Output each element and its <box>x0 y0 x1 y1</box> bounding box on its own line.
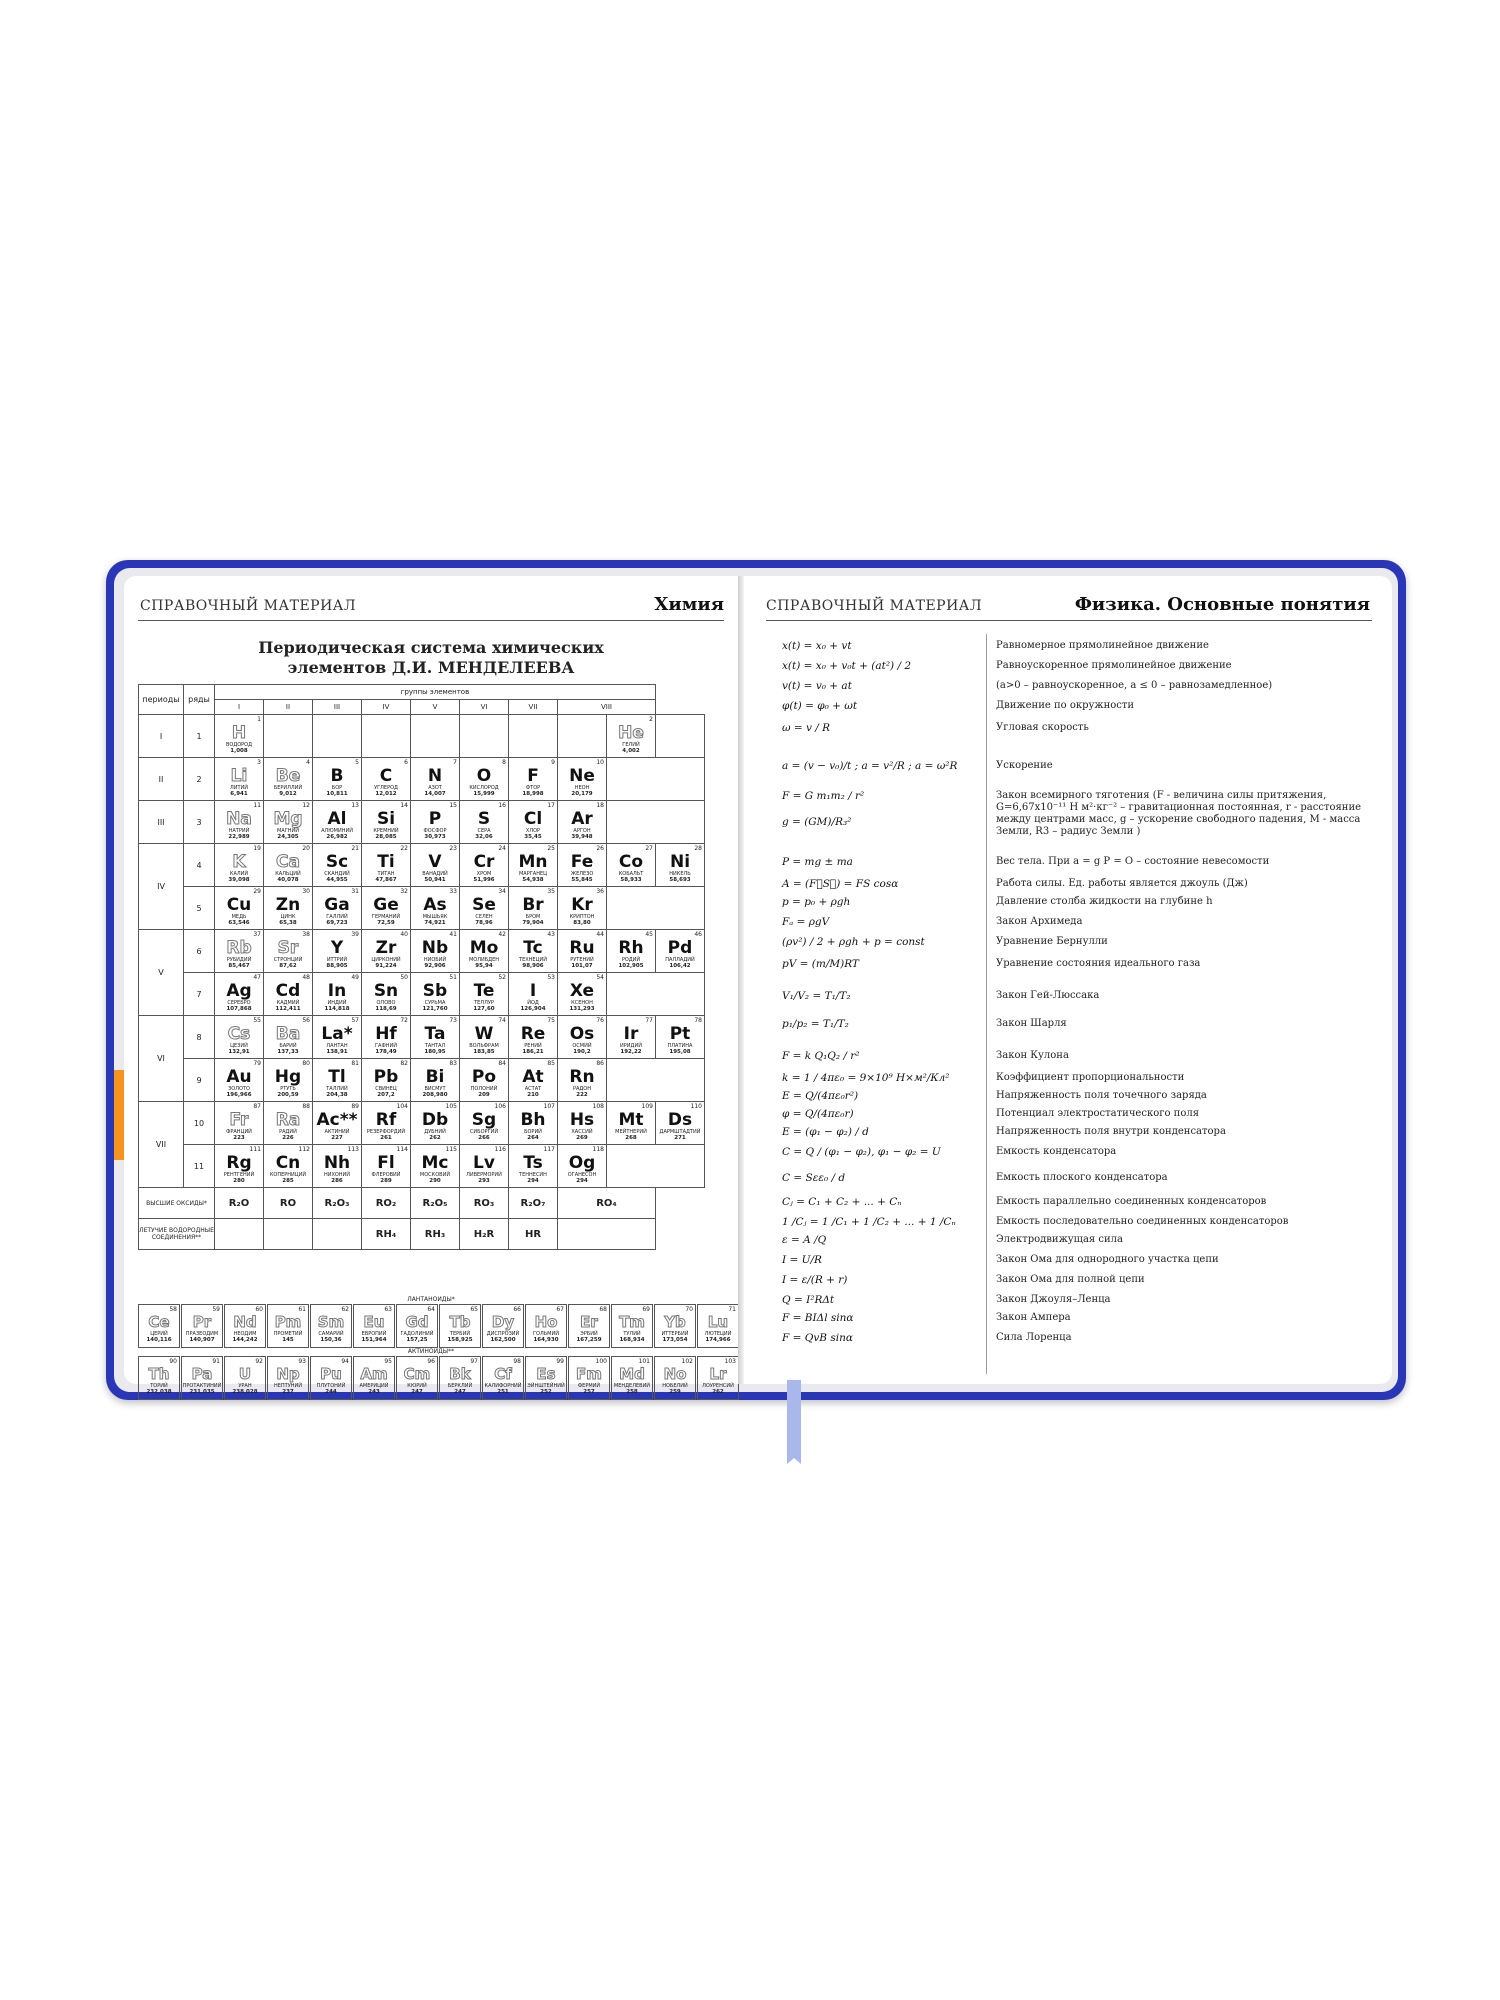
element-cell: 112 Cn КОПЕРНИЦИЙ 285 <box>264 1145 313 1188</box>
element-cell: 22 Ti ТИТАН 47,867 <box>362 844 411 887</box>
element-cell <box>264 715 313 758</box>
formula: ω = v / R <box>782 722 831 734</box>
column-divider <box>986 634 987 1374</box>
element-cell: 103 Lr ЛОУРЕНСИЙ 262 <box>697 1356 739 1400</box>
formula: I = U/R <box>782 1254 822 1266</box>
element-cell: 101 Md МЕНДЕЛЕВИЙ 258 <box>611 1356 653 1400</box>
element-cell: 72 Hf ГАФНИЙ 178,49 <box>362 1016 411 1059</box>
element-cell: 75 Re РЕНИЙ 186,21 <box>509 1016 558 1059</box>
title-line-2: элементов Д.И. МЕНДЕЛЕЕВА <box>287 658 575 677</box>
formula-description: Закон Кулона <box>996 1050 1069 1061</box>
element-cell <box>460 715 509 758</box>
element-cell: 115 Mc МОСКОВИЙ 290 <box>411 1145 460 1188</box>
bookmark-ribbon[interactable] <box>787 1380 801 1458</box>
formula: C = Sεε₀ / d <box>782 1172 846 1184</box>
formula-description: Работа силы. Ед. работы является джоуль (Дж) <box>996 878 1248 889</box>
element-cell: 88 Ra РАДИЙ 226 <box>264 1102 313 1145</box>
formula: φ = Q/(4πε₀r) <box>782 1108 854 1120</box>
formula-description: Ускорение <box>996 760 1053 771</box>
element-cell: 108 Hs ХАССИЙ 269 <box>558 1102 607 1145</box>
formula-description: Закон Гей-Люссака <box>996 990 1100 1001</box>
element-cell: 10 Ne НЕОН 20,179 <box>558 758 607 801</box>
formula-description: Емкость плоского конденсатора <box>996 1172 1168 1183</box>
formula: v(t) = v₀ + at <box>782 680 852 692</box>
element-cell: 56 Ba БАРИЙ 137,33 <box>264 1016 313 1059</box>
formula-description: Закон Ома для однородного участка цепи <box>996 1254 1219 1265</box>
element-cell: 1 H ВОДОРОД 1,008 <box>215 715 264 758</box>
formula-description: Закон Архимеда <box>996 916 1083 927</box>
element-cell: 81 Tl ТАЛЛИЙ 204,38 <box>313 1059 362 1102</box>
element-cell: 89 Ac** АКТИНИЙ 227 <box>313 1102 362 1145</box>
element-cell: 34 Se СЕЛЕН 78,96 <box>460 887 509 930</box>
element-cell: 110 Ds ДАРМШТАДТИЙ 271 <box>656 1102 705 1145</box>
element-cell: 52 Te ТЕЛЛУР 127,60 <box>460 973 509 1016</box>
element-cell: 44 Ru РУТЕНИЙ 101,07 <box>558 930 607 973</box>
formula: I = ε/(R + r) <box>782 1274 848 1286</box>
element-cell: 45 Rh РОДИЙ 102,905 <box>607 930 656 973</box>
formula: Q = I²RΔt <box>782 1294 835 1306</box>
element-cell: 13 Al АЛЮМИНИЙ 26,982 <box>313 801 362 844</box>
element-cell: 33 As МЫШЬЯК 74,921 <box>411 887 460 930</box>
element-cell <box>362 715 411 758</box>
element-cell: 47 Ag СЕРЕБРО 107,868 <box>215 973 264 1016</box>
element-cell: 23 V ВАНАДИЙ 50,941 <box>411 844 460 887</box>
formula: (ρv²) / 2 + ρgh + p = const <box>782 936 925 948</box>
formula-description: Напряженность поля внутри конденсатора <box>996 1126 1226 1137</box>
element-cell: 46 Pd ПАЛЛАДИЙ 106,42 <box>656 930 705 973</box>
element-cell: 74 W ВОЛЬФРАМ 183,85 <box>460 1016 509 1059</box>
formula-description: Движение по окружности <box>996 700 1135 711</box>
element-cell: 43 Tc ТЕХНЕЦИЙ 98,906 <box>509 930 558 973</box>
formula: x(t) = x₀ + v₀t + (at²) / 2 <box>782 660 912 672</box>
element-cell: 114 Fl ФЛЕРОВИЙ 289 <box>362 1145 411 1188</box>
element-cell: 109 Mt МЕЙТНЕРИЙ 268 <box>607 1102 656 1145</box>
formula: V₁/V₂ = T₁/T₂ <box>782 990 851 1002</box>
element-cell: 83 Bi ВИСМУТ 208,980 <box>411 1059 460 1102</box>
element-cell: 19 K КАЛИЙ 39,098 <box>215 844 264 887</box>
element-cell: 30 Zn ЦИНК 65,38 <box>264 887 313 930</box>
formula-description: Давление столба жидкости на глубине h <box>996 896 1213 907</box>
formula-description: Закон Шарля <box>996 1018 1067 1029</box>
element-cell: 50 Sn ОЛОВО 118,69 <box>362 973 411 1016</box>
element-cell: 98 Cf КАЛИФОРНИЙ 251 <box>482 1356 524 1400</box>
element-cell: 41 Nb НИОБИЙ 92,906 <box>411 930 460 973</box>
left-section-label: СПРАВОЧНЫЙ МАТЕРИАЛ <box>140 598 357 614</box>
element-cell: 39 Y ИТТРИЙ 88,905 <box>313 930 362 973</box>
formula: A = (F⃗S⃗) = FS cosα <box>782 878 899 890</box>
formula-description: Закон Ампера <box>996 1312 1071 1323</box>
element-cell: 99 Es ЭЙНШТЕЙНИЙ 252 <box>525 1356 567 1400</box>
element-cell: 87 Fr ФРАНЦИЙ 223 <box>215 1102 264 1145</box>
formula: E = (φ₁ − φ₂) / d <box>782 1126 869 1138</box>
element-cell: 63 Eu ЕВРОПИЙ 151,964 <box>353 1304 395 1348</box>
element-cell: 54 Xe КСЕНОН 131,293 <box>558 973 607 1016</box>
element-cell: 20 Ca КАЛЬЦИЙ 40,078 <box>264 844 313 887</box>
formula-description: Равномерное прямолинейное движение <box>996 640 1209 651</box>
formula: C = Q / (φ₁ − φ₂), φ₁ − φ₂ = U <box>782 1146 941 1158</box>
formula: k = 1 / 4πε₀ = 9×10⁹ Н×м²/Кл² <box>782 1072 950 1084</box>
actinides-row <box>138 1356 740 1400</box>
element-cell: 29 Cu МЕДЬ 63,546 <box>215 887 264 930</box>
element-cell: 15 P ФОСФОР 30,973 <box>411 801 460 844</box>
element-cell: 62 Sm САМАРИЙ 150,36 <box>310 1304 352 1348</box>
element-cell <box>509 715 558 758</box>
element-cell: 68 Er ЭРБИЙ 167,259 <box>568 1304 610 1348</box>
element-cell: 64 Gd ГАДОЛИНИЙ 157,25 <box>396 1304 438 1348</box>
element-cell: 80 Hg РТУТЬ 200,59 <box>264 1059 313 1102</box>
right-section-label: СПРАВОЧНЫЙ МАТЕРИАЛ <box>766 598 983 614</box>
element-cell: 16 S СЕРА 32,06 <box>460 801 509 844</box>
element-cell <box>411 715 460 758</box>
element-cell: 55 Cs ЦЕЗИЙ 132,91 <box>215 1016 264 1059</box>
element-cell: 105 Db ДУБНИЙ 262 <box>411 1102 460 1145</box>
formula-description: Емкость последовательно соединенных конденсаторов <box>996 1216 1289 1227</box>
element-cell: 51 Sb СУРЬМА 121,760 <box>411 973 460 1016</box>
element-cell: 106 Sg СИБОРГИЙ 266 <box>460 1102 509 1145</box>
element-cell: 2 He ГЕЛИЙ 4,002 <box>607 715 656 758</box>
formula-description: (a>0 – равноускоренное, a ≤ 0 – равнозамедленное) <box>996 680 1273 691</box>
formula: F = QvB sinα <box>782 1332 853 1344</box>
element-cell: 90 Th ТОРИЙ 232,038 <box>138 1356 180 1400</box>
element-cell: 17 Cl ХЛОР 35,45 <box>509 801 558 844</box>
element-cell: 25 Mn МАРГАНЕЦ 54,938 <box>509 844 558 887</box>
formula: Cⱼ = C₁ + C₂ + ... + Cₙ <box>782 1196 902 1208</box>
formula-description: Напряженность поля точечного заряда <box>996 1090 1207 1101</box>
element-cell: 14 Si КРЕМНИЙ 28,085 <box>362 801 411 844</box>
element-cell <box>313 715 362 758</box>
periodic-table: периоды ряды группы элементов I II III IV V VI VII VIII I 1 1 H ВОДОРОД 1,008 2 He ГЕЛИЙ 4,002 II 2 3 Li ЛИТИЙ 6,941 4 Be БЕРИЛЛИЙ 9,012 5 B БОР 10,811 6 C УГЛЕРОД 12,012 7 N АЗОТ 14,007 8 O КИСЛОРОД 15,999 9 F ФТОР 18,998 10 Ne НЕОН 20,179 III 3 11 Na НАТРИЙ 22,989 12 Mg МАГНИЙ 24,305 13 Al АЛЮМИНИЙ 26,982 14 Si КРЕМНИЙ 28,085 15 P ФОСФОР 30,973 16 S СЕРА 32,06 17 Cl ХЛОР 35,45 18 Ar АРГОН 39,948 IV 4 19 K КАЛИЙ 39,098 20 Ca КАЛЬЦИЙ 40,078 21 Sc СКАНДИЙ 44,955 22 Ti ТИТАН 47,867 23 V ВАНАДИЙ 50,941 24 Cr ХРОМ 51,996 25 Mn МАРГАНЕЦ 54,938 26 Fe ЖЕЛЕЗО 55,845 27 Co КОБАЛЬТ 58,933 28 Ni НИКЕЛЬ 58,693 5 29 Cu МЕДЬ 63,546 30 Zn ЦИНК 65,38 31 Ga ГАЛЛИЙ 69,723 32 Ge ГЕРМАНИЙ 72,59 33 As МЫШЬЯК 74,921 34 Se СЕЛЕН 78,96 35 Br БРОМ 79,904 36 Kr КРИПТОН 83,80 V 6 37 Rb РУБИДИЙ 85,467 38 Sr СТРОНЦИЙ 87,62 39 Y ИТТРИЙ 88,905 40 Zr ЦИРКОНИЙ 91,224 41 Nb НИОБИЙ 92,906 42 Mo МОЛИБДЕН 95,94 43 Tc ТЕХНЕЦИЙ 98,906 44 Ru РУТЕНИЙ 101,07 45 Rh РОДИЙ 102,905 46 Pd ПАЛЛАДИЙ 106,42 7 47 Ag СЕРЕБРО 107,868 48 Cd КАДМИЙ 112,411 49 In ИНДИЙ 114,818 50 Sn ОЛОВО 118,69 51 Sb СУРЬМА 121,760 52 Te ТЕЛЛУР 127,60 53 I ЙОД 126,904 54 Xe КСЕНОН 131,293 VI 8 55 Cs ЦЕЗИЙ 132,91 56 Ba БАРИЙ 137,33 57 La* ЛАНТАН 138,91 72 Hf ГАФНИЙ 178,49 73 Ta ТАНТАЛ 180,95 74 W ВОЛЬФРАМ 183,85 75 Re РЕНИЙ 186,21 76 Os ОСМИЙ 190,2 77 Ir ИРИДИЙ 192,22 78 Pt ПЛАТИНА 195,08 9 79 Au ЗОЛОТО 196,966 80 Hg РТУТЬ 200,59 81 Tl ТАЛЛИЙ 204,38 82 Pb СВИНЕЦ 207,2 83 Bi ВИСМУТ 208,980 84 Po ПОЛОНИЙ 209 85 At АСТАТ 210 86 Rn РАДОН 222 VII 10 87 Fr ФРАНЦИЙ 223 88 Ra РАДИЙ 226 89 Ac** АКТИНИЙ 227 104 Rf РЕЗЕРФОРДИЙ 261 105 Db ДУБНИЙ 262 106 Sg СИБОРГИЙ 266 107 Bh БОРИЙ 264 108 Hs ХАССИЙ 269 109 Mt МЕЙТНЕРИЙ 268 110 Ds ДАРМШТАДТИЙ 271 11 111 Rg РЕНТГЕНИЙ 280 112 Cn КОПЕРНИЦИЙ 285 113 Nh НИХОНИЙ 286 114 Fl ФЛЕРОВИЙ 289 115 Mc МОСКОВИЙ 290 116 Lv ЛИВЕРМОРИЙ 293 117 Ts ТЕННЕСИН 294 118 Og ОГАНЕСОН 294 ВЫСШИЕ ОКСИДЫ* R₂O RO R₂O₃ RO₂ R₂O₅ RO₃ R₂O₇ RO₄ ЛЕТУЧИЕ ВОДОРОДНЫЕ СОЕДИНЕНИЯ** RH₄ RH₃ H₂R HR <box>138 684 705 1250</box>
element-cell: 8 O КИСЛОРОД 15,999 <box>460 758 509 801</box>
element-cell: 24 Cr ХРОМ 51,996 <box>460 844 509 887</box>
element-cell: 5 B БОР 10,811 <box>313 758 362 801</box>
formula: ε = A /Q <box>782 1234 827 1246</box>
element-cell: 40 Zr ЦИРКОНИЙ 91,224 <box>362 930 411 973</box>
element-cell: 86 Rn РАДОН 222 <box>558 1059 607 1102</box>
formula: p₁/p₂ = T₁/T₂ <box>782 1018 849 1030</box>
element-cell: 78 Pt ПЛАТИНА 195,08 <box>656 1016 705 1059</box>
element-cell: 65 Tb ТЕРБИЙ 158,925 <box>439 1304 481 1348</box>
element-cell: 73 Ta ТАНТАЛ 180,95 <box>411 1016 460 1059</box>
element-cell: 107 Bh БОРИЙ 264 <box>509 1102 558 1145</box>
formula-description: Уравнение состояния идеального газа <box>996 958 1201 969</box>
element-cell: 18 Ar АРГОН 39,948 <box>558 801 607 844</box>
element-cell: 9 F ФТОР 18,998 <box>509 758 558 801</box>
element-cell: 117 Ts ТЕННЕСИН 294 <box>509 1145 558 1188</box>
element-cell: 84 Po ПОЛОНИЙ 209 <box>460 1059 509 1102</box>
formula-description: Закон Джоуля–Ленца <box>996 1294 1111 1305</box>
element-cell: 35 Br БРОМ 79,904 <box>509 887 558 930</box>
element-cell: 69 Tm ТУЛИЙ 168,934 <box>611 1304 653 1348</box>
element-cell: 102 No НОБЕЛИЙ 259 <box>654 1356 696 1400</box>
element-cell: 96 Cm КЮРИЙ 247 <box>396 1356 438 1400</box>
left-page <box>124 576 738 1395</box>
element-cell: 95 Am АМЕРИЦИЙ 243 <box>353 1356 395 1400</box>
element-cell: 12 Mg МАГНИЙ 24,305 <box>264 801 313 844</box>
right-subject: Физика. Основные понятия <box>1074 594 1370 615</box>
element-cell: 37 Rb РУБИДИЙ 85,467 <box>215 930 264 973</box>
formula-description: Вес тела. При a = g P = O – состояние невесомости <box>996 856 1270 867</box>
element-cell: 6 C УГЛЕРОД 12,012 <box>362 758 411 801</box>
formula-description: Сила Лоренца <box>996 1332 1072 1343</box>
element-cell: 53 I ЙОД 126,904 <box>509 973 558 1016</box>
element-cell: 104 Rf РЕЗЕРФОРДИЙ 261 <box>362 1102 411 1145</box>
element-cell: 31 Ga ГАЛЛИЙ 69,723 <box>313 887 362 930</box>
right-page <box>744 576 1392 1384</box>
element-cell: 59 Pr ПРАЗЕОДИМ 140,907 <box>181 1304 223 1348</box>
formula: E = Q/(4πε₀r²) <box>782 1090 859 1102</box>
formula-description: Угловая скорость <box>996 722 1089 733</box>
formula-description: Закон Ома для полной цепи <box>996 1274 1145 1285</box>
element-cell: 82 Pb СВИНЕЦ 207,2 <box>362 1059 411 1102</box>
lanthanides-row <box>138 1304 740 1348</box>
formula: P = mg ± ma <box>782 856 853 868</box>
header-rule-right <box>766 620 1372 621</box>
element-cell <box>558 715 607 758</box>
element-cell: 79 Au ЗОЛОТО 196,966 <box>215 1059 264 1102</box>
element-cell: 32 Ge ГЕРМАНИЙ 72,59 <box>362 887 411 930</box>
formula-description: Уравнение Бернулли <box>996 936 1108 947</box>
element-cell: 58 Ce ЦЕРИЙ 140,116 <box>138 1304 180 1348</box>
element-cell: 28 Ni НИКЕЛЬ 58,693 <box>656 844 705 887</box>
formula: a = (v − v₀)/t ; a = v²/R ; a = ω²R <box>782 760 958 772</box>
element-cell: 49 In ИНДИЙ 114,818 <box>313 973 362 1016</box>
formula-description: Коэффициент пропорциональности <box>996 1072 1185 1083</box>
element-cell: 11 Na НАТРИЙ 22,989 <box>215 801 264 844</box>
element-cell: 21 Sc СКАНДИЙ 44,955 <box>313 844 362 887</box>
element-cell: 48 Cd КАДМИЙ 112,411 <box>264 973 313 1016</box>
element-cell: 3 Li ЛИТИЙ 6,941 <box>215 758 264 801</box>
formula-description: Закон всемирного тяготения (F - величина силы притяжения, G=6,67x10⁻¹¹ Н м²·кг⁻² – гравитационная постоянная, r - расстояние между центрами масс, g – ускорение свободного падения, M - масса Земли, R3 – радиус Земли ) <box>996 790 1362 837</box>
formula: Fₐ = ρgV <box>782 916 830 928</box>
element-cell: 76 Os ОСМИЙ 190,2 <box>558 1016 607 1059</box>
lanthanides-label: ЛАНТАНОИДЫ* <box>407 1296 455 1303</box>
formula: 1 /Cⱼ = 1 /C₁ + 1 /C₂ + ... + 1 /Cₙ <box>782 1216 956 1228</box>
element-cell: 70 Yb ИТТЕРБИЙ 173,054 <box>654 1304 696 1348</box>
element-cell: 4 Be БЕРИЛЛИЙ 9,012 <box>264 758 313 801</box>
element-cell: 92 U УРАН 238,028 <box>224 1356 266 1400</box>
element-cell: 36 Kr КРИПТОН 83,80 <box>558 887 607 930</box>
actinides-label: АКТИНОИДЫ** <box>407 1348 455 1355</box>
element-cell: 26 Fe ЖЕЛЕЗО 55,845 <box>558 844 607 887</box>
title-line-1: Периодическая система химических <box>258 638 604 657</box>
element-cell: 66 Dy ДИСПРОЗИЙ 162,500 <box>482 1304 524 1348</box>
element-cell: 27 Co КОБАЛЬТ 58,933 <box>607 844 656 887</box>
element-cell: 57 La* ЛАНТАН 138,91 <box>313 1016 362 1059</box>
periodic-table-title <box>124 638 738 678</box>
formula-description: Равноускоренное прямолинейное движение <box>996 660 1232 671</box>
element-cell: 71 Lu ЛЮТЕЦИЙ 174,966 <box>697 1304 739 1348</box>
element-cell: 100 Fm ФЕРМИЙ 257 <box>568 1356 610 1400</box>
formula: F = k Q₁Q₂ / r² <box>782 1050 860 1062</box>
left-subject: Химия <box>654 594 724 615</box>
element-cell: 38 Sr СТРОНЦИЙ 87,62 <box>264 930 313 973</box>
element-cell: 94 Pu ПЛУТОНИЙ 244 <box>310 1356 352 1400</box>
element-cell: 111 Rg РЕНТГЕНИЙ 280 <box>215 1145 264 1188</box>
formula: F = BIΔl sinα <box>782 1312 854 1324</box>
formula: x(t) = x₀ + vt <box>782 640 852 652</box>
formula-description: Электродвижущая сила <box>996 1234 1123 1245</box>
element-cell: 77 Ir ИРИДИЙ 192,22 <box>607 1016 656 1059</box>
formula: p = p₀ + ρgh <box>782 896 851 908</box>
element-cell: 113 Nh НИХОНИЙ 286 <box>313 1145 362 1188</box>
header-rule <box>138 620 724 621</box>
element-cell: 91 Pa ПРОТАКТИНИЙ 231,035 <box>181 1356 223 1400</box>
element-cell: 42 Mo МОЛИБДЕН 95,94 <box>460 930 509 973</box>
element-cell: 116 Lv ЛИВЕРМОРИЙ 293 <box>460 1145 509 1188</box>
formula: φ(t) = φ₀ + ωt <box>782 700 858 712</box>
element-cell: 97 Bk БЕРКЛИЙ 247 <box>439 1356 481 1400</box>
element-cell: 85 At АСТАТ 210 <box>509 1059 558 1102</box>
element-cell: 61 Pm ПРОМЕТИЙ 145 <box>267 1304 309 1348</box>
element-cell: 60 Nd НЕОДИМ 144,242 <box>224 1304 266 1348</box>
element-cell: 67 Ho ГОЛЬМИЙ 164,930 <box>525 1304 567 1348</box>
formula: F = G m₁m₂ / r² <box>782 790 865 802</box>
formula-description: Потенциал электростатического поля <box>996 1108 1199 1119</box>
element-cell: 93 Np НЕПТУНИЙ 237 <box>267 1356 309 1400</box>
formula-description: Емкость конденсатора <box>996 1146 1117 1157</box>
element-cell: 7 N АЗОТ 14,007 <box>411 758 460 801</box>
formula: g = (GM)/R₃² <box>782 816 852 828</box>
formula-description: Емкость параллельно соединенных конденсаторов <box>996 1196 1267 1207</box>
formula: pV = (m/M)RT <box>782 958 859 970</box>
element-cell: 118 Og ОГАНЕСОН 294 <box>558 1145 607 1188</box>
